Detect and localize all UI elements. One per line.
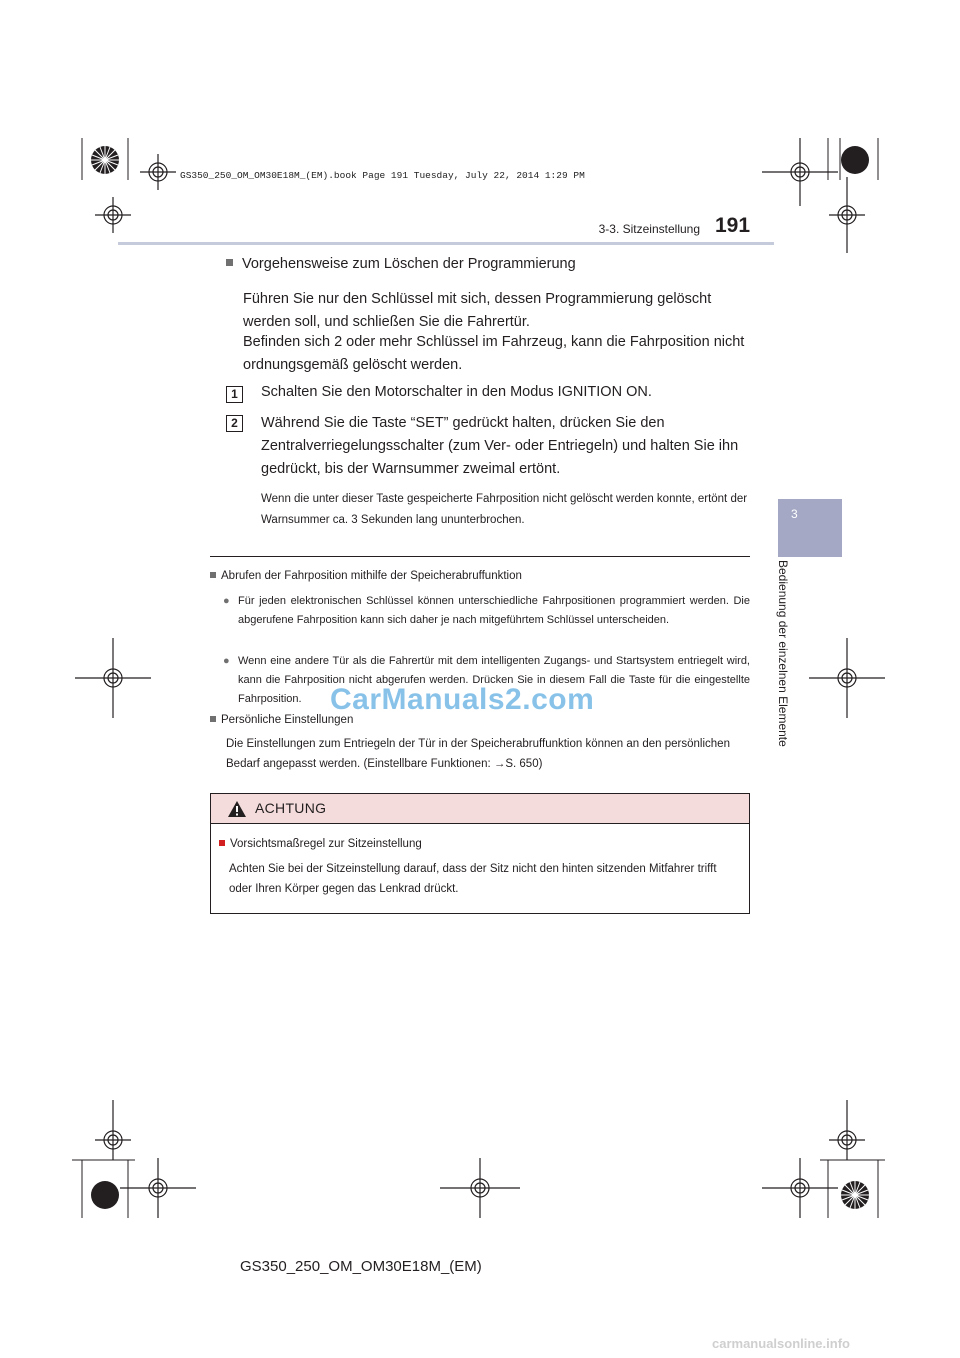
- warning-heading-text: Vorsichtsmaßregel zur Sitzeinstellung: [230, 838, 422, 850]
- chapter-side-label: [750, 560, 832, 810]
- header-rule: [118, 242, 774, 245]
- divider: [210, 556, 750, 557]
- step-note: Wenn die unter dieser Taste gespeicherte Fahrposition nicht gelöscht werden konnte, ertönt der Warnsummer ca. 3 Sekunden lang ununterbrochen.: [261, 493, 748, 526]
- step-text: Schalten Sie den Motorschalter in den Modus IGNITION ON.: [261, 384, 652, 400]
- step-number-box: 2: [226, 415, 243, 432]
- section-title: 3-3. Sitzeinstellung: [598, 222, 700, 236]
- book-info: GS350_250_OM_OM30E18M_(EM).book Page 191 Tuesday, July 22, 2014 1:29 PM: [180, 170, 585, 181]
- warning-heading: [219, 838, 422, 850]
- square-bullet-icon: [210, 716, 216, 722]
- chapter-label: Bedienung der einzelnen Elemente: [776, 560, 790, 747]
- warning-triangle-icon: [227, 800, 247, 818]
- warning-title: ACHTUNG: [255, 800, 327, 816]
- footer-code: GS350_250_OM_OM30E18M_(EM): [240, 1258, 482, 1275]
- info-heading-text: Persönliche Einstellungen: [221, 714, 354, 726]
- page-number: 191: [715, 214, 751, 237]
- list-item: [223, 592, 750, 630]
- paragraph: Befinden sich 2 oder mehr Schlüssel im Fahrzeug, kann die Fahrposition nicht ordnungsgemäß gelöscht werden.: [243, 334, 745, 373]
- chapter-tab-number: [778, 499, 842, 557]
- bullet-dot-icon: ●: [223, 595, 230, 607]
- red-square-bullet-icon: [219, 840, 225, 846]
- section-heading: [226, 256, 576, 272]
- bullet-dot-icon: ●: [223, 655, 230, 667]
- list-item-text: Wenn eine andere Tür als die Fahrertür mit dem intelligenten Zugangs- und Startsystem entriegelt wird, kann die Fahrposition nicht abgerufen werden. Drücken Sie in diesem Fall die Taste für die eingestellte Fahrposition.: [238, 655, 750, 705]
- square-bullet-icon: [226, 259, 233, 266]
- site-watermark: carmanualsonline.info: [712, 1336, 850, 1351]
- watermark: CarManuals2.com: [330, 683, 595, 716]
- step-text: Während Sie die Taste “SET” gedrückt halten, drücken Sie den Zentralverriegelungsschalter (zum Ver- oder Entriegeln) und halten Sie ihn gedrückt, bis der Warnsummer zweimal ertönt.: [261, 415, 739, 477]
- square-bullet-icon: [210, 572, 216, 578]
- paragraph: Führen Sie nur den Schlüssel mit sich, dessen Programmierung gelöscht werden soll, und schließen Sie die Fahrertür.: [243, 291, 712, 330]
- warning-text: Achten Sie bei der Sitzeinstellung darauf, dass der Sitz nicht den hinten sitzenden Mitfahrer trifft oder Ihren Körper gegen das Lenkrad drückt.: [229, 863, 717, 895]
- list-item-text: Für jeden elektronischen Schlüssel können unterschiedliche Fahrpositionen programmiert werden. Die abgerufene Fahrposition kann sich daher je nach mitgeführtem Schlüssel unterscheiden.: [238, 595, 750, 626]
- info-heading: [210, 570, 522, 582]
- warning-box: [210, 793, 750, 914]
- personal-settings-text: Die Einstellungen zum Entriegeln der Tür in der Speicherabruffunktion können an den persönlichen Bedarf angepasst werden. (Einstellbare Funktionen: →S. 650): [226, 738, 730, 770]
- step-number-box: 1: [226, 386, 243, 403]
- warning-header: [211, 794, 749, 824]
- chapter-number: 3: [791, 507, 798, 521]
- section-heading-text: Vorgehensweise zum Löschen der Programmierung: [242, 256, 576, 272]
- info-heading-text: Abrufen der Fahrposition mithilfe der Speicherabruffunktion: [221, 570, 522, 582]
